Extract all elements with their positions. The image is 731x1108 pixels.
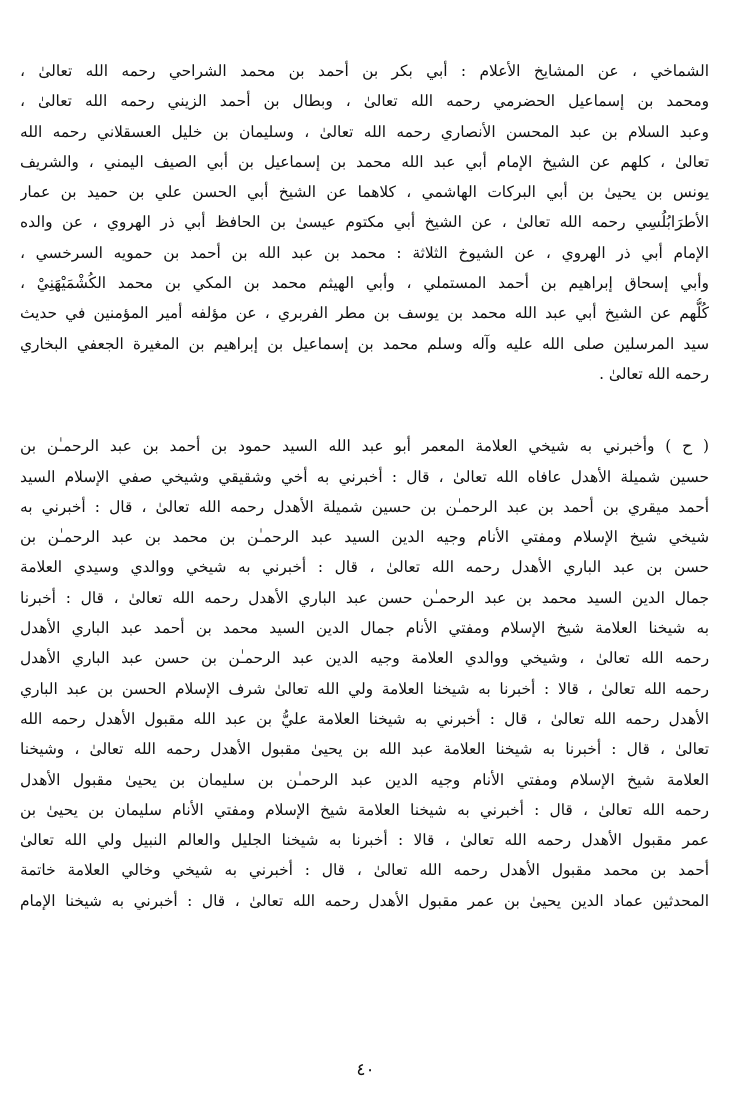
text-line: العلامة شيخ الإسلام ومفتي الأنام وجيه الدين عبد الرحمـٰن بن سليمان بن يحيىٰ مقبول الأهدل bbox=[20, 770, 709, 789]
text-line: حسين شميلة الأهدل عافاه الله تعالىٰ ، قال : أخبرني به أخي وشقيقي وشيخي صفي الإسلام السيد bbox=[20, 467, 709, 486]
text-line: رحمه الله تعالىٰ ، قال : أخبرني به شيخنا العلامة شيخ الإسلام ومفتي الأنام سليمان بن يحيىٰ بن bbox=[20, 800, 709, 819]
text-line: الأطرَابُلُسِي رحمه الله تعالىٰ ، عن الشيخ أبي مكتوم عيسىٰ بن الحافظ أبي ذر الهروي ، عن والده bbox=[20, 213, 709, 232]
text-line: الشماخي ، عن المشايخ الأعلام : أبي بكر بن أحمد بن محمد الشراحي رحمه الله تعالىٰ ، bbox=[20, 62, 709, 80]
text-line: أحمد بن محمد مقبول الأهدل رحمه الله تعالىٰ ، قال : أخبرني به شيخي وخالي العلامة خاتمة bbox=[20, 861, 709, 880]
text-line: ومحمد بن إسماعيل الحضرمي رحمه الله تعالىٰ ، وبطال بن أحمد الزيني رحمه الله تعالىٰ ، bbox=[20, 92, 709, 111]
text-line: تعالىٰ ، قال : أخبرنا به شيخنا العلامة عبد الله بن يحيىٰ مقبول الأهدل رحمه الله تعالىٰ ، وشيخنا bbox=[20, 740, 709, 759]
text-line: الإمام أبي ذر الهروي ، عن الشيوخ الثلاثة : محمد بن عبد الله بن أحمد بن حمويه السرخسي ، bbox=[20, 243, 709, 262]
text-line: رحمه الله تعالىٰ ، قالا : أخبرنا به شيخنا العلامة ولي الله تعالىٰ شرف الإسلام الحسن بن عبد الباري bbox=[20, 679, 709, 698]
text-line: به شيخنا العلامة شيخ الإسلام ومفتي الأنام جمال الدين السيد محمد بن أحمد عبد الباري الأهدل bbox=[20, 619, 709, 638]
text-line: سيد المرسلين صلى الله عليه وآله وسلم محمد بن إسماعيل بن إبراهيم بن المغيرة الجعفي البخاري bbox=[20, 334, 709, 353]
text-line: تعالىٰ ، كلهم عن الشيخ الإمام أبي عبد الله محمد بن إسماعيل بن أبي الصيف اليمني ، والشريف bbox=[20, 152, 709, 171]
paragraph-isnad-2 bbox=[20, 431, 709, 916]
text-line: جمال الدين السيد محمد بن عبد الرحمـٰن حسن عبد الباري الأهدل رحمه الله تعالىٰ ، قال : أخبرنا bbox=[20, 588, 709, 607]
text-line: يونس بن يحيىٰ بن أبي البركات الهاشمي ، كلاهما عن الشيخ أبي الحسن علي بن حميد بن عمار bbox=[20, 183, 709, 202]
text-line: وعبد السلام بن عبد المحسن الأنصاري رحمه الله تعالىٰ ، وسليمان بن خليل العسقلاني رحمه الله bbox=[20, 122, 709, 141]
text-line: شيخي شيخ الإسلام ومفتي الأنام وجيه الدين السيد عبد الرحمـٰن بن محمد بن عبد الرحمـٰن بن bbox=[20, 528, 709, 547]
text-line: عمر مقبول الأهدل رحمه الله تعالىٰ ، قالا : أخبرنا به شيخنا الجليل والعالم النبيل ولي الله تعالىٰ bbox=[20, 831, 709, 850]
text-line: رحمه الله تعالىٰ ، وشيخي ووالدي العلامة وجيه الدين عبد الرحمـٰن بن حسن عبد الباري الأهدل bbox=[20, 649, 709, 668]
text-line: المحدثين عماد الدين يحيىٰ بن عمر مقبول الأهدل رحمه الله تعالىٰ ، قال : أخبرني به شيخنا الإمام bbox=[20, 891, 709, 910]
text-line: وأبي إسحاق إبراهيم بن أحمد المستملي ، وأبي الهيثم محمد بن المكي بن محمد الكُشْمَيْهَنِيْ ، bbox=[20, 274, 709, 293]
page-number: ٤٠ bbox=[356, 1060, 375, 1080]
text-line: حسن بن عبد الباري الأهدل رحمه الله تعالىٰ ، قال : أخبرني به شيخي ووالدي وسيدي العلامة bbox=[20, 558, 709, 577]
paragraph-isnad-1 bbox=[20, 56, 709, 389]
text-line: كُلُّهم عن الشيخ أبي عبد الله محمد بن يوسف بن مطر الفربري ، عن مؤلفه أمير المؤمنين في حديث bbox=[20, 304, 709, 323]
text-line: الأهدل رحمه الله تعالىٰ ، قال : أخبرني به شيخنا العلامة عليُّ بن عبد الله مقبول الأهدل رحمه الله bbox=[20, 709, 709, 728]
text-line: ( ح ) وأخبرني به شيخي العلامة المعمر أبو عبد الله السيد حمود بن أحمد بن عبد الرحمـٰن بن bbox=[20, 437, 709, 456]
text-line: أحمد ميقري بن أحمد بن عبد الرحمـٰن بن حسين شميلة الأهدل رحمه الله تعالىٰ ، قال : أخبرني به bbox=[20, 497, 709, 516]
text-line: رحمه الله تعالىٰ . bbox=[599, 364, 709, 383]
paragraph-gap bbox=[20, 389, 709, 431]
